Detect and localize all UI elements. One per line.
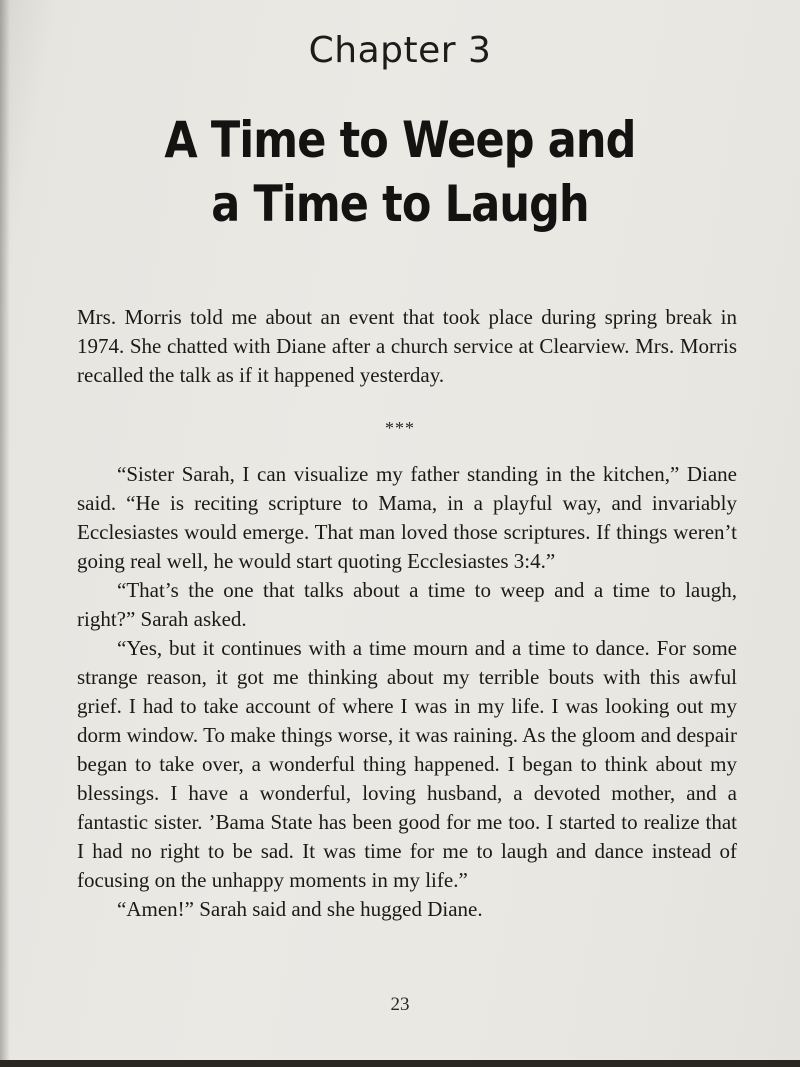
intro-paragraph: Mrs. Morris told me about an event that took place during spring break in 1974. She chatted with Diane after a church service at Clearview. Mrs. Morris recalled the talk as if it happened yesterday. <box>77 305 737 387</box>
chapter-number: Chapter 3 <box>308 30 492 71</box>
paragraph: “Yes, but it continues with a time mourn and a time to dance. For some strange reason, it got me thinking about my terrible bouts with this awful grief. I had to take account of where I was in my life. I was looking out my dorm window. To make things worse, it was raining. As the gloom and despair began to take over, a wonderful thing happened. I began to think about my blessings. I have a wonderful, loving husband, a devoted mother, and a fantastic sister. ’Bama State has been good for me too. I started to realize that I had no right to be sad. It was time for me to laugh and dance instead of focusing on the unhappy moments in my life.” <box>77 636 737 892</box>
chapter-title-line-1: A Time to Weep and <box>164 111 636 169</box>
chapter-title-line-2: a Time to Laugh <box>211 175 589 233</box>
intro-paragraph-block <box>77 303 737 390</box>
dialogue-block <box>77 460 737 924</box>
section-separator: *** <box>385 418 415 438</box>
chapter-title <box>56 108 744 236</box>
paragraph: “Amen!” Sarah said and she hugged Diane. <box>117 897 483 921</box>
paragraph: “Sister Sarah, I can visualize my father standing in the kitchen,” Diane said. “He is reciting scripture to Mama, in a playful way, and invariably Ecclesiastes would emerge. That man loved those scriptures. If things weren’t going real well, he would start quoting Ecclesiastes 3:4.” <box>77 462 737 573</box>
paragraph: “That’s the one that talks about a time to weep and a time to laugh, right?” Sarah asked. <box>77 578 737 631</box>
page-number: 23 <box>390 994 410 1015</box>
